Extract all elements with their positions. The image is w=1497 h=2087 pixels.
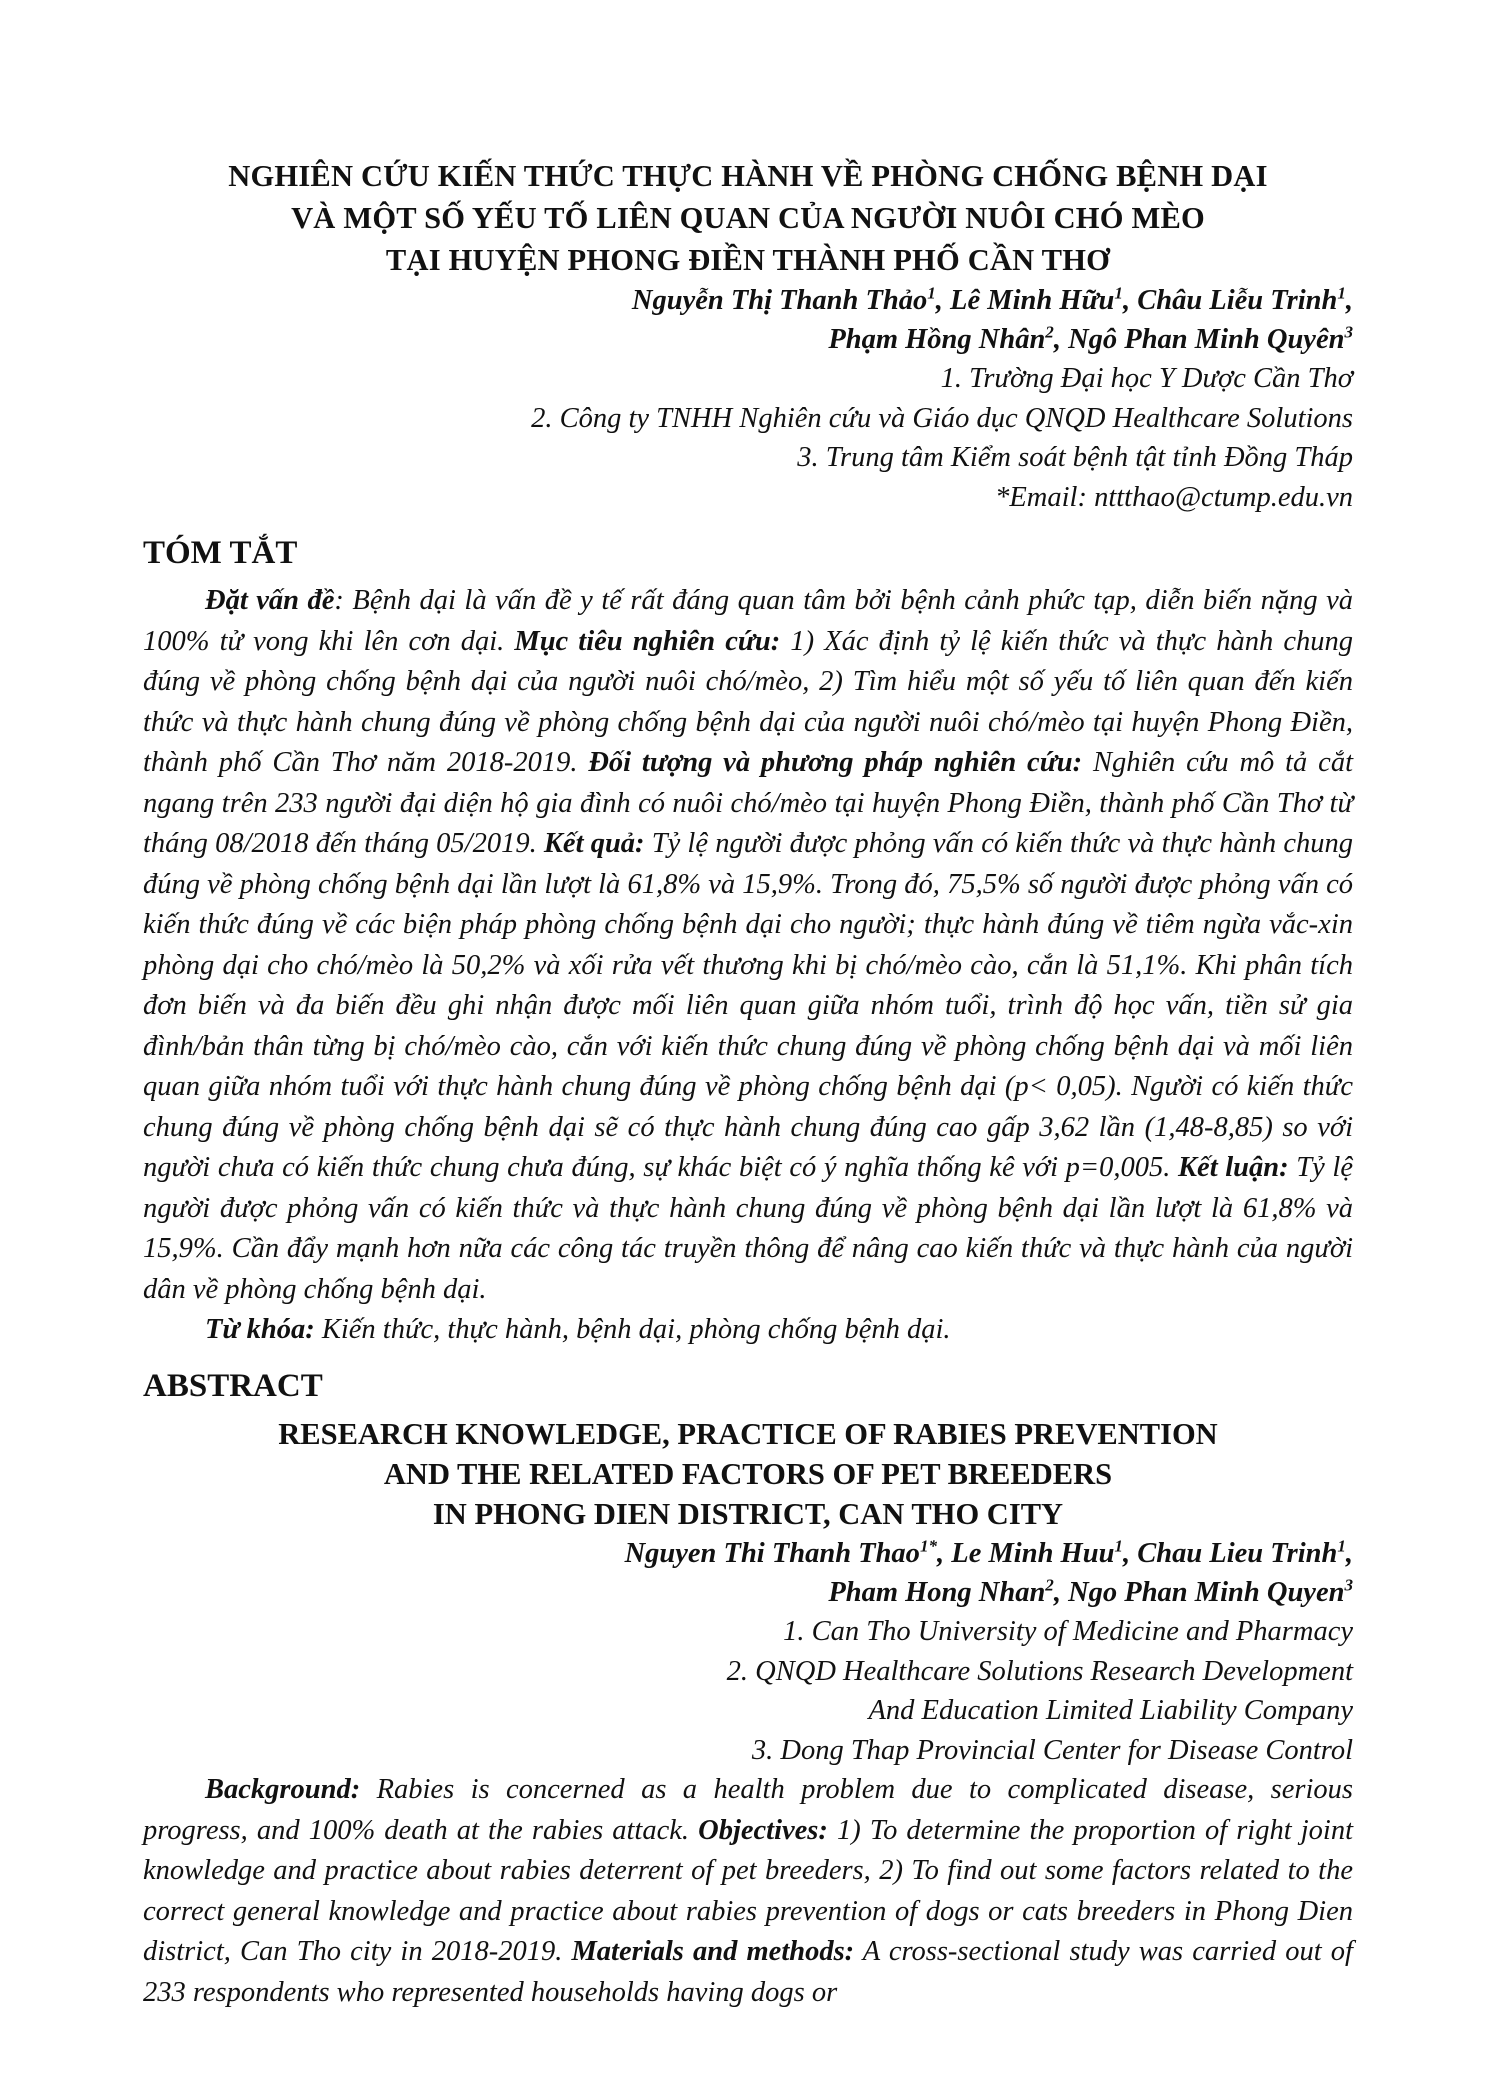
vn-affiliation-2: 2. Công ty TNHH Nghiên cứu và Giáo dục QNQD Healthcare Solutions	[531, 402, 1353, 434]
content-column	[143, 155, 1353, 2013]
vn-author-5-sup: 3	[1344, 322, 1353, 342]
vn-title	[143, 155, 1353, 281]
vn-title-line-1: NGHIÊN CỨU KIẾN THỨC THỰC HÀNH VỀ PHÒNG CHỐNG BỆNH DẠI	[228, 159, 1268, 193]
vn-keywords-label: Từ khóa:	[205, 1314, 315, 1345]
en-text-objectives: 1) To determine the proportion of right joint knowledge and practice about rabies deterrent of pet breeders, 2) To find out some factors related to the correct general knowledge and practice about rabies prevention of dogs or cats breeders in Phong Dien district, Can Tho city in 2018-2019.	[143, 1814, 1353, 1967]
en-title-line-1: RESEARCH KNOWLEDGE, PRACTICE OF RABIES PREVENTION	[278, 1417, 1218, 1451]
vn-author-5: Ngô Phan Minh Quyên	[1068, 324, 1345, 355]
vn-title-line-2: VÀ MỘT SỐ YẾU TỐ LIÊN QUAN CỦA NGƯỜI NUÔI CHÓ MÈO	[291, 201, 1205, 235]
vn-email: *Email: nttthao@ctump.edu.vn	[995, 481, 1353, 513]
en-affiliation-2: 2. QNQD Healthcare Solutions Research Development	[726, 1655, 1353, 1687]
en-author-3: Chau Lieu Trinh	[1137, 1538, 1338, 1569]
en-affiliations	[143, 1612, 1353, 1770]
en-label-objectives: Objectives:	[698, 1814, 828, 1846]
vn-affiliations	[143, 359, 1353, 517]
vn-author-1-sup: 1	[927, 283, 936, 303]
vn-label-methods: Đối tượng và phương pháp nghiên cứu:	[588, 747, 1083, 778]
vn-section-heading: TÓM TẮT	[143, 535, 298, 571]
en-author-2: Le Minh Huu	[951, 1538, 1115, 1569]
vn-affiliation-1: 1. Trường Đại học Y Dược Cần Thơ	[940, 363, 1353, 394]
vn-text-objectives: 1) Xác định tỷ lệ kiến thức và thực hành chung đúng về phòng chống bệnh dại của người nuôi chó/mèo, 2) Tìm hiểu một số yếu tố liên quan đến kiến thức và thực hành chung đúng về phòng chống bệnh dại của người nuôi chó/mèo tại huyện Phong Điền, thành phố Cần Thơ năm 2018-2019.	[143, 625, 1353, 778]
vn-title-line-3: TẠI HUYỆN PHONG ĐIỀN THÀNH PHỐ CẦN THƠ	[385, 243, 1111, 277]
en-author-5-sup: 3	[1344, 1575, 1353, 1595]
vn-text-background: : Bệnh dại là vấn đề y tế rất đáng quan tâm bởi bệnh cảnh phức tạp, diễn biến nặng và 100% tử vong khi lên cơn dại.	[143, 585, 1353, 657]
en-title-line-2: AND THE RELATED FACTORS OF PET BREEDERS	[383, 1457, 1113, 1491]
en-text-methods: A cross-sectional study was carried out of 233 respondents who represented households having dogs or	[143, 1936, 1353, 2008]
en-section-heading: ABSTRACT	[143, 1368, 323, 1404]
en-authors-line-1: Nguyen Thi Thanh Thao$^{1*}$, Le Minh Huu$^1$, Chau Lieu Trinh$^1$,	[624, 1536, 1353, 1569]
vn-text-results: Tỷ lệ người được phỏng vấn có kiến thức và thực hành chung đúng về phòng chống bệnh dại lần lượt là 61,8% và 15,9%. Trong đó, 75,5% số người được phỏng vấn có kiến thức đúng về các biện pháp phòng chống bệnh dại cho người; thực hành đúng về tiêm ngừa vắc-xin phòng dại cho chó/mèo là 50,2% và xối rửa vết thương khi bị chó/mèo cào, cắn là 51,1%. Khi phân tích đơn biến và đa biến đều ghi nhận được mối liên quan giữa nhóm tuổi, trình độ học vấn, tiền sử gia đình/bản thân từng bị chó/mèo cào, cắn với kiến thức chung đúng về phòng chống bệnh dại và mối liên quan giữa nhóm tuổi với thực hành chung đúng về phòng chống bệnh dại (p< 0,05). Người có kiến thức chung đúng về phòng chống bệnh dại sẽ có thực hành chung đúng cao gấp 3,62 lần (1,48-8,85) so với người chưa có kiến thức chung chưa đúng, sự khác biệt có ý nghĩa thống kê với p=0,005.	[143, 828, 1354, 1183]
en-authors-line-2: Pham Hong Nhan$^2$, Ngo Phan Minh Quyen$^3$	[828, 1575, 1353, 1608]
vn-keywords	[143, 1310, 1353, 1350]
vn-abstract	[143, 581, 1353, 1310]
vn-author-3-sup: 1	[1337, 283, 1346, 303]
vn-label-objectives: Mục tiêu nghiên cứu:	[514, 625, 781, 657]
en-author-1-sup: 1*	[919, 1536, 938, 1556]
en-author-5: Ngo Phan Minh Quyen	[1068, 1577, 1345, 1608]
en-label-methods: Materials and methods:	[571, 1936, 855, 1967]
vn-text-conclusion: Tỷ lệ người được phỏng vấn có kiến thức và thực hành chung đúng về phòng bệnh dại lần lượt là 61,8% và 15,9%. Cần đẩy mạnh hơn nữa các công tác truyền thông để nâng cao kiến thức và thực hành của người dân về phòng chống bệnh dại.	[143, 1152, 1353, 1305]
en-author-3-sup: 1	[1337, 1536, 1346, 1556]
en-author-2-sup: 1	[1114, 1536, 1123, 1556]
en-label-background: Background:	[205, 1774, 361, 1805]
en-authors	[143, 1534, 1353, 1612]
vn-label-conclusion: Kết luận:	[1178, 1152, 1289, 1183]
en-text-background: Rabies is concerned as a health problem due to complicated disease, serious progress, and 100% death at the rabies attack.	[143, 1774, 1353, 1846]
en-affiliation-3: 3. Dong Thap Provincial Center for Disease Control	[751, 1734, 1353, 1766]
en-affiliation-2-cont: And Education Limited Liability Company	[868, 1695, 1353, 1726]
vn-label-results: Kết quả:	[543, 828, 645, 859]
vn-authors-line-1: Nguyễn Thị Thanh Thảo$^1$, Lê Minh Hữu$^1$, Châu Liễu Trinh$^1$,	[631, 283, 1353, 316]
en-title-line-3: IN PHONG DIEN DISTRICT, CAN THO CITY	[432, 1497, 1064, 1531]
vn-authors-line-2: Phạm Hồng Nhân$^2$, Ngô Phan Minh Quyên$^3$	[828, 322, 1353, 355]
en-affiliation-1: 1. Can Tho University of Medicine and Pharmacy	[783, 1616, 1353, 1647]
vn-authors	[143, 281, 1353, 359]
vn-author-3: Châu Liễu Trinh	[1137, 285, 1338, 316]
en-author-4-sup: 2	[1045, 1575, 1054, 1595]
vn-keywords-text: Kiến thức, thực hành, bệnh dại, phòng chống bệnh dại.	[314, 1314, 951, 1345]
vn-label-background: Đặt vấn đề	[205, 585, 335, 616]
vn-author-1: Nguyễn Thị Thanh Thảo	[631, 285, 928, 316]
en-title	[143, 1414, 1353, 1534]
en-author-1: Nguyen Thi Thanh Thao	[624, 1538, 920, 1569]
en-abstract	[143, 1770, 1353, 2013]
vn-author-4-sup: 2	[1045, 322, 1054, 342]
vn-text-methods: Nghiên cứu mô tả cắt ngang trên 233 người đại diện hộ gia đình có nuôi chó/mèo tại huyện Phong Điền, thành phố Cần Thơ từ tháng 08/2018 đến tháng 05/2019.	[143, 747, 1353, 859]
vn-author-4: Phạm Hồng Nhân	[828, 324, 1046, 355]
vn-author-2-sup: 1	[1114, 283, 1123, 303]
en-author-4: Pham Hong Nhan	[828, 1577, 1046, 1608]
vn-affiliation-3: 3. Trung tâm Kiểm soát bệnh tật tỉnh Đồng Tháp	[797, 442, 1353, 473]
vn-author-2: Lê Minh Hữu	[950, 285, 1115, 316]
